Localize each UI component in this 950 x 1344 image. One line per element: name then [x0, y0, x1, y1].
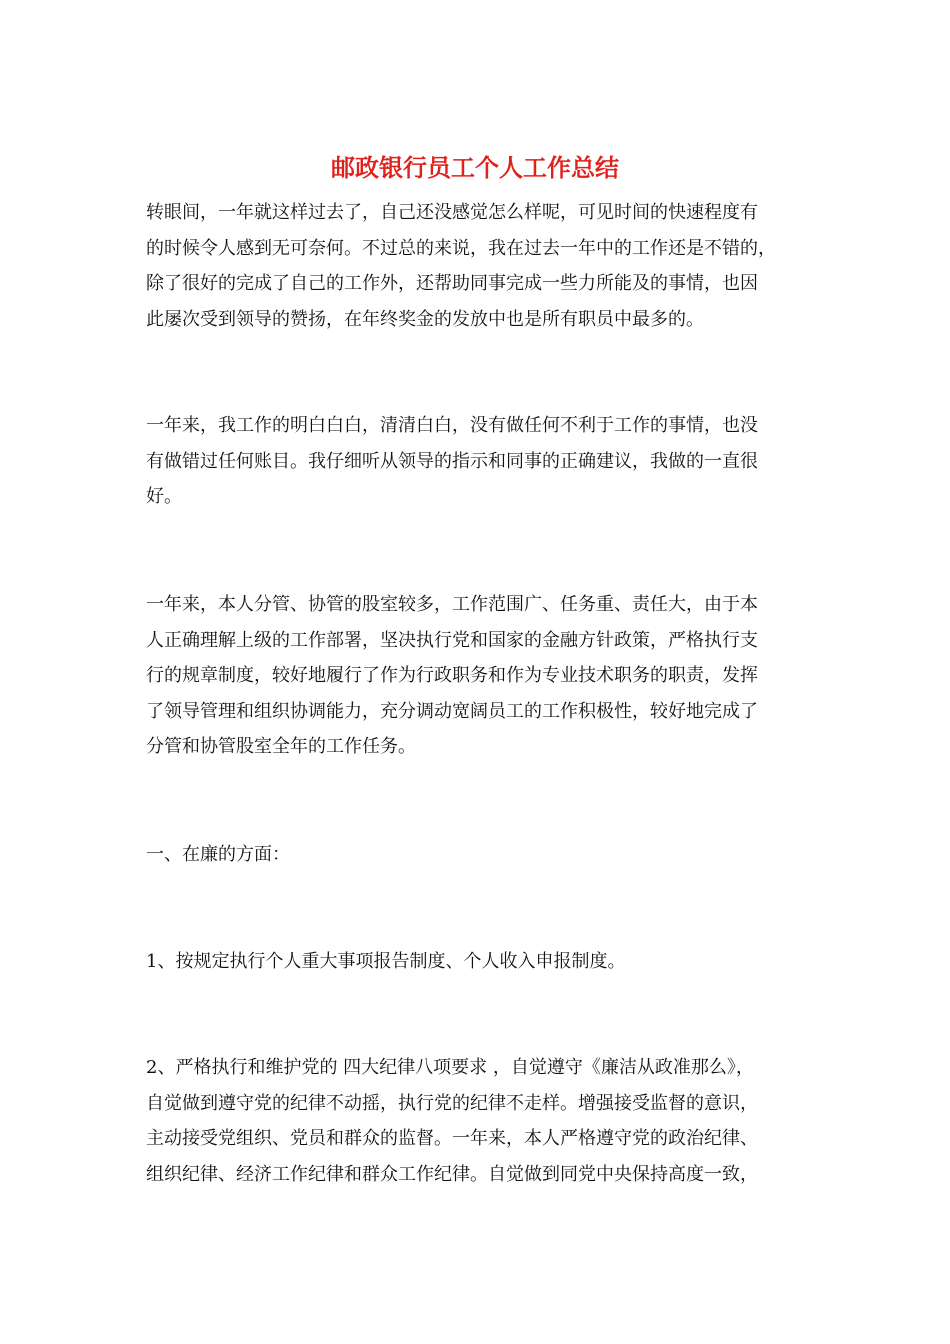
- paragraph-line: 转眼间，一年就这样过去了，自己还没感觉怎么样呢，可见时间的快速程度有: [146, 202, 758, 223]
- paragraph-line: 了领导管理和组织协调能力，充分调动宽阔员工的工作积极性，较好地完成了: [146, 700, 758, 722]
- paragraph-line: 人正确理解上级的工作部署，坚决执行党和国家的金融方针政策，严格执行支: [146, 629, 758, 651]
- paragraph-line: 好。: [146, 486, 182, 507]
- paragraph-2: [146, 408, 810, 515]
- paragraph-line: 1、按规定执行个人重大事项报告制度、个人收入申报制度。: [146, 951, 626, 972]
- paragraph-line: 分管和协管股室全年的工作任务。: [146, 736, 416, 757]
- paragraph-line: 主动接受党组织、党员和群众的监督。一年来，本人严格遵守党的政治纪律、: [146, 1128, 758, 1149]
- paragraph-3: [146, 587, 810, 765]
- paragraph-line: 的时候令人感到无可奈何。不过总的来说，我在过去一年中的工作还是不错的，: [146, 237, 776, 259]
- paragraph-line: 2、严格执行和维护党的 四大纪律八项要求 ，自觉遵守《廉洁从政准那么》，: [146, 1057, 754, 1078]
- paragraph-1: [146, 195, 810, 337]
- paragraph-line: 自觉做到遵守党的纪律不动摇，执行党的纪律不走样。增强接受监督的意识，: [146, 1092, 758, 1114]
- paragraph-line: 行的规章制度，较好地履行了作为行政职务和作为专业技术职务的职责，发挥: [146, 665, 758, 686]
- paragraph-line: 一、在廉的方面：: [146, 844, 290, 865]
- paragraph-line: 一年来，本人分管、协管的股室较多，工作范围广、任务重、责任大，由于本: [146, 594, 758, 615]
- section-heading-integrity: [146, 837, 810, 873]
- paragraph-line: 除了很好的完成了自己的工作外，还帮助同事完成一些力所能及的事情，也因: [146, 273, 758, 294]
- paragraph-line: 组织纪律、经济工作纪律和群众工作纪律。自觉做到同党中央保持高度一致，: [146, 1163, 758, 1185]
- paragraph-line: 有做错过任何账目。我仔细听从领导的指示和同事的正确建议，我做的一直很: [146, 450, 758, 472]
- document-title: 邮政银行员工个人工作总结: [331, 153, 619, 182]
- paragraph-line: 此屡次受到领导的赞扬，在年终奖金的发放中也是所有职员中最多的。: [146, 308, 704, 330]
- list-item-2: [146, 1050, 810, 1192]
- list-item-1: [146, 944, 810, 980]
- paragraph-line: 一年来，我工作的明白白白，清清白白，没有做任何不利于工作的事情，也没: [146, 415, 758, 436]
